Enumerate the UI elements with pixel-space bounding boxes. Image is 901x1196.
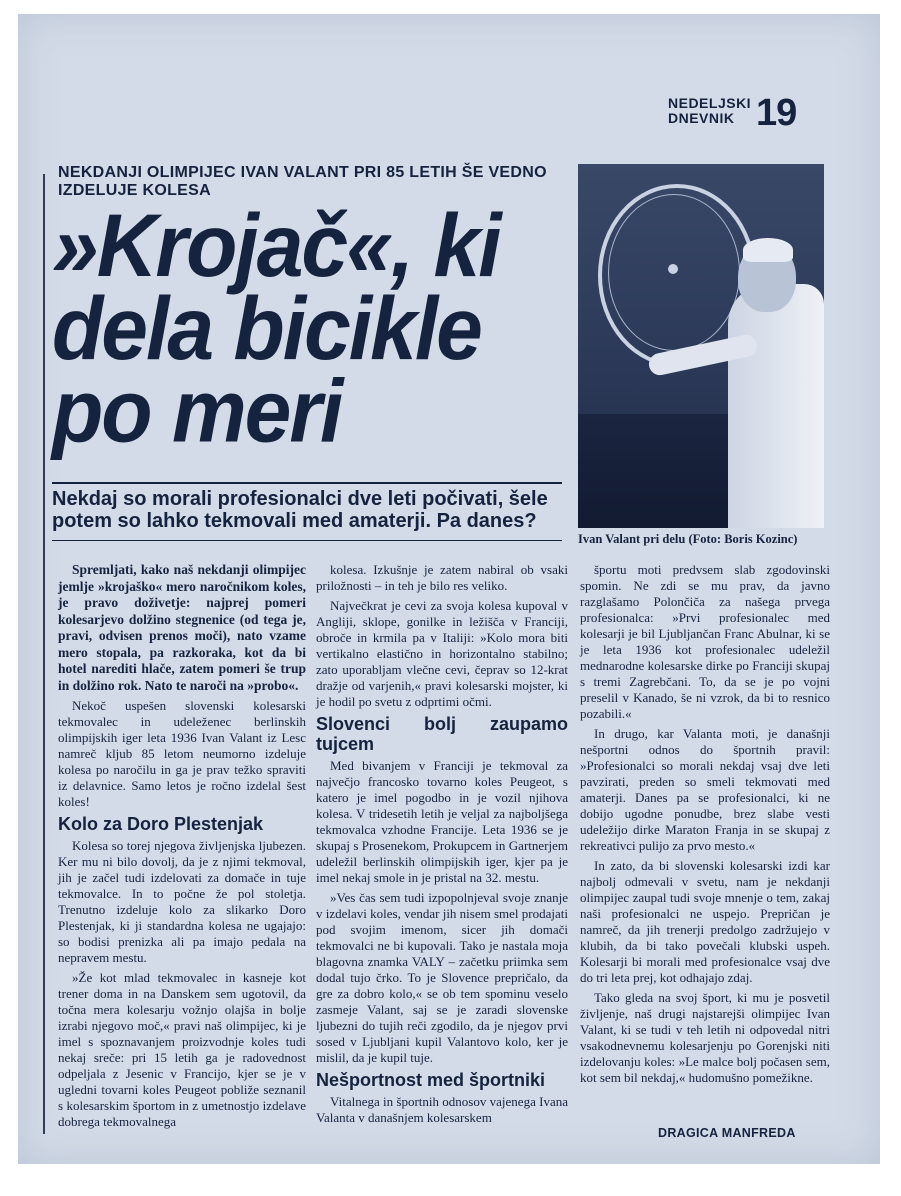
photo-ivan-valant [578, 164, 824, 528]
paragraph: Tako gleda na svoj šport, ki mu je posvetil življenje, naš drugi najstarejši olimpijec Ivan Valant, ki se tudi v teh letih ni odpovedal nitri vsakodnevnemu kolesarjenju po Gorenjski niti izdelovanju koles: »Le malce bolj počasen sem, kot sem bil nekdaj,« hudomušno pomežikne. [580, 990, 830, 1085]
headline: »Krojač«, ki dela bicikle po meri [52, 195, 500, 461]
paragraph: Nekoč uspešen slovenski kolesarski tekmovalec in udeleženec berlinskih olimpijskih iger leta 1936 Ivan Valant iz Lesc namreč kljub 85 letom neumorno izdeluje kolesa po naročilu in ga je prav težko spraviti iz delavnice. Samo letos je ročno izdelal šest koles! [58, 698, 306, 809]
page-number: 19 [756, 92, 797, 134]
paragraph: »Ves čas sem tudi izpopolnjeval svoje znanje v izdelavi koles, vendar jih nisem smel prodajati pod svojim imenom, sicer jih domači tekmovalci ne bi kupovali. Tako je nastala moja blagovna znamka VALY – začetku priimka sem dodal tujo črko. To je Slovence prepričalo, da gre za dobro kolo,« se ob tem spominu veselo zasmeje Valant, saj se je zaradi slovenske ljubezni do tujih reči zgodilo, da je njegov prvi sosed v Ljubljani kupil Valantovo kolo, ker je mislil, da je kupil tuje. [316, 890, 568, 1065]
paragraph: »Že kot mlad tekmovalec in kasneje kot trener doma in na Danskem sem ugotovil, da točna mera kolesarju vožnjo olajša in bolje izrabi njegovo moč,« pravi naš olimpijec, ki je imel s spoznavanjem proizvodnje koles tudi nekaj sreče: pri 15 letih ga je radovednost odpeljala z Jesenic v Francijo, kjer se je v ugledni tovarni koles Peugeot pobliže seznanil s kolesarskim športom in z umetnostjo izdelave dobrega tekmovalnega [58, 970, 306, 1129]
article-column-1 [58, 562, 306, 1134]
paragraph: Največkrat je cevi za svoja kolesa kupoval v Angliji, sklope, gonilke in ležišča v Franciji, obroče in krmila pa v Italiji: »Kolo mora biti vertikalno elastično in horizontalno stabilno; zato uporabljam vlečne cevi, čeprav so 12-krat dražje od varjenih,« pravi kolesarski mojster, ki je hodil po svetu z odprtimi očmi. [316, 598, 568, 709]
newspaper-page [18, 14, 880, 1164]
article-column-3 [580, 562, 830, 1090]
paragraph: kolesa. Izkušnje je zatem nabiral ob vsaki priložnosti – in teh je bilo res veliko. [316, 562, 568, 593]
section-heading: Slovenci bolj zaupamo tujcem [316, 714, 568, 754]
kicker: NEKDANJI OLIMPIJEC IVAN VALANT PRI 85 LETIH ŠE VEDNO IZDELUJE KOLESA [58, 164, 547, 199]
subhead-rule [52, 540, 562, 541]
paragraph: Kolesa so torej njegova življenjska ljubezen. Ker mu ni bilo dovolj, da je z njimi tekmoval, jih je začel tudi izdelovati za domače in tuje tekmovalce. In to počne že pol stoletja. Trenutno izdeluje kolo za slikarko Doro Plestenjak, ki ji standardna kolesa ne ugajajo: so bodisi prenizka ali pa imajo pedala na nepravem mestu. [58, 838, 306, 965]
photo-caption: Ivan Valant pri delu (Foto: Boris Kozinc) [578, 532, 798, 546]
paragraph: In zato, da bi slovenski kolesarski izdi kar najbolj odmevali v svetu, nam je nekdanji olimpijec zaupal tudi svoje mnenje o tem, zakaj naši profesionalci ne uspejo. Prepričan je namreč, da jih trenerji predolgo zadržujejo v klubih, da bi tako povečali klubski uspeh. Kolesarji bi morali med profesionalce vsaj dve do tri leta prej, kot odhajajo zdaj. [580, 858, 830, 985]
paragraph: Med bivanjem v Franciji je tekmoval za največjo francosko tovarno koles Peugeot, s katero je imel pogodbo in je vozil njihova kolesa. V tridesetih letih je veljal za najboljšega tekmovalca vzhodne Francije. Leta 1936 se je skupaj s Prosenekom, Prokupcem in Gartnerjem udeležil berlinskih olimpijskih iger, kjer pa je imel nekaj smole in je pristal na 32. mestu. [316, 758, 568, 885]
masthead-line1: NEDELJSKI [668, 95, 752, 111]
lead-paragraph: Spremljati, kako naš nekdanji olimpijec jemlje »krojaško« mero naročnikom koles, je pravo doživetje: najprej pomeri kolesarjevo dolžino stegnenice (od tega je, pravi, odvisen prenos moči), nato vzame mero stopala, pa razkoraka, kot da bi hotel narediti hlače, zatem pomeri še trup in dolžino rok. Nato te naroči na »probo«. [58, 562, 306, 693]
subhead: Nekdaj so morali profesionalci dve leti počivati, šele potem so lahko tekmovali med amaterji. Pa danes? [52, 488, 548, 532]
section-heading: Kolo za Doro Plestenjak [58, 814, 264, 834]
masthead [668, 96, 751, 126]
paragraph: Vitalnega in športnih odnosov vajenega Ivana Valanta v današnjem kolesarskem [316, 1094, 568, 1125]
masthead-line2: DNEVNIK [668, 110, 735, 126]
article-column-2 [316, 562, 568, 1130]
paragraph: športu moti predvsem slab zgodovinski spomin. Ne zdi se mu prav, da javno razglašamo Polončiča za našega prvega profesionalca: »Prvi profesionalec med kolesarji je bil Ljubljančan Franc Abulnar, ki se je leta 1936 kot profesionalec udeležil mednarodne kolesarske dirke po Franciji skupaj s tremi Zagrebčani. To, da se je po vojni preselil v Kanado, še ni vzrok, da bi to resnico pozabili.« [580, 562, 830, 721]
byline: DRAGICA MANFREDA [658, 1126, 796, 1140]
headline-rule [52, 482, 562, 484]
left-column-rule [43, 174, 45, 1134]
section-heading: Nešportnost med športniki [316, 1070, 546, 1090]
paragraph: In drugo, kar Valanta moti, je današnji nešportni odnos do športnih pravil: »Profesionalci so morali nekdaj vsaj dve leti pavzirati, preden so smeli tekmovati med amaterji. Danes pa se profesionalci, ki ne dobijo ugodne ponudbe, brez slabe vesti udeležijo dirke Maraton Franja in se skupaj z rekreativci pulijo za prvo mesto.« [580, 726, 830, 853]
